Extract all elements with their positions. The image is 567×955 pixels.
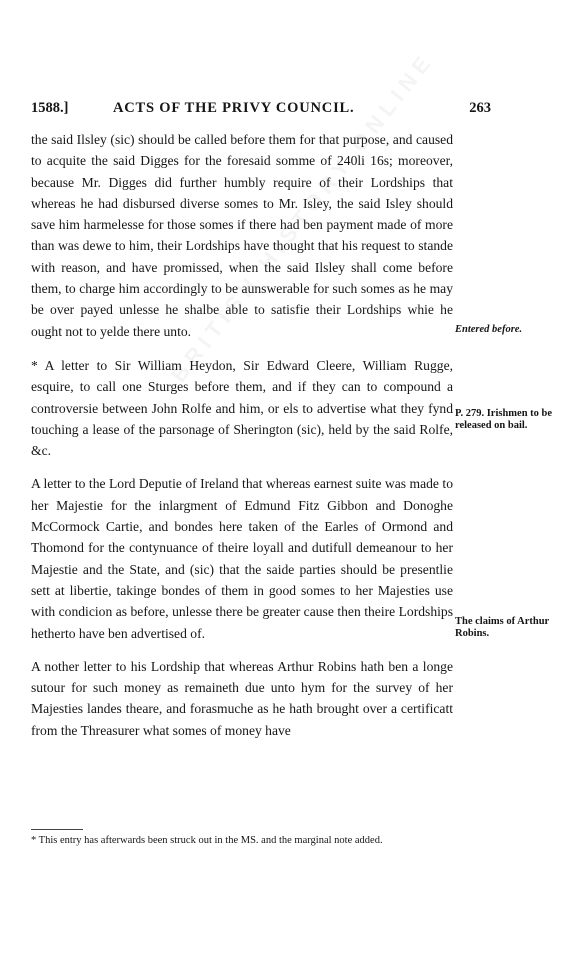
paragraph-heydon-letter: * A letter to Sir William Heydon, Sir Edward Cleere, William Rugge, esquire, to call one Sturges before them, and if they can to compound a controversie between John Rolfe and him, or els to advertise what they fynd touching a lease of the parsonage of Sherington (sic), held by the said Rolfe, &c. xyxy=(31,357,453,459)
body-text xyxy=(31,129,453,741)
header-year: 1588.] xyxy=(31,100,69,116)
page-number: 263 xyxy=(469,100,491,116)
paragraph-digges: the said Ilsley (sic) should be called before them for that purpose, and caused to acquite the said Digges for the foresaid somme of 240li 16s; moreover, because Mr. Digges did further humbly require of their Lordships that whereas he had disbursed diverse somes to Mr. Isley, the said Isley should save him harmelesse for those somes if there had ben payment made of more than was dewe to him, their Lordships have thought that his request to stande with reason, and have promissed, when the said Ilsley shall come before them, to charge him accordingly to be aunswerable for such somes as he may be over payed unlesse he shalbe able to satisfie their Lordships whie he ought not to yelde there unto. xyxy=(31,132,453,339)
margin-note-entered-before: Entered before. xyxy=(455,324,523,335)
footnote: * This entry has afterwards been struck out in the MS. and the marginal note added. xyxy=(31,835,383,846)
running-header xyxy=(31,100,491,122)
margin-note-irishmen: P. 279. Irishmen to be released on bail. xyxy=(455,408,553,431)
margin-note-robins: The claims of Arthur Robins. xyxy=(455,616,550,639)
paragraph-robins-letter: A nother letter to his Lordship that whereas Arthur Robins hath ben a longe sutour for such money as remaineth due unto hym for the survey of her Majesties landes theare, and forasmuche as he hath brought over a certificatt from the Threasurer what somes of money have xyxy=(31,658,453,738)
footnote-rule xyxy=(31,829,83,830)
header-title: ACTS OF THE PRIVY COUNCIL. xyxy=(113,100,355,116)
paragraph-lord-deputie-letter: A letter to the Lord Deputie of Ireland that whereas earnest suite was made to her Majestie for the inlargment of Edmund Fitz Gibbon and Donoghe McCormock Cartie, and bondes here taken of the Earles of Ormond and Thomond for the contynuance of theire loyall and dutifull demeanour to her Majestie and the State, and (sic) that the saide parties should be presentlie sett at libertie, takinge bondes of them in good somes to her Majesties use with condicion as before, unlesse there be greater cause then theire Lordships hetherto have ben advertised of. xyxy=(31,476,453,641)
